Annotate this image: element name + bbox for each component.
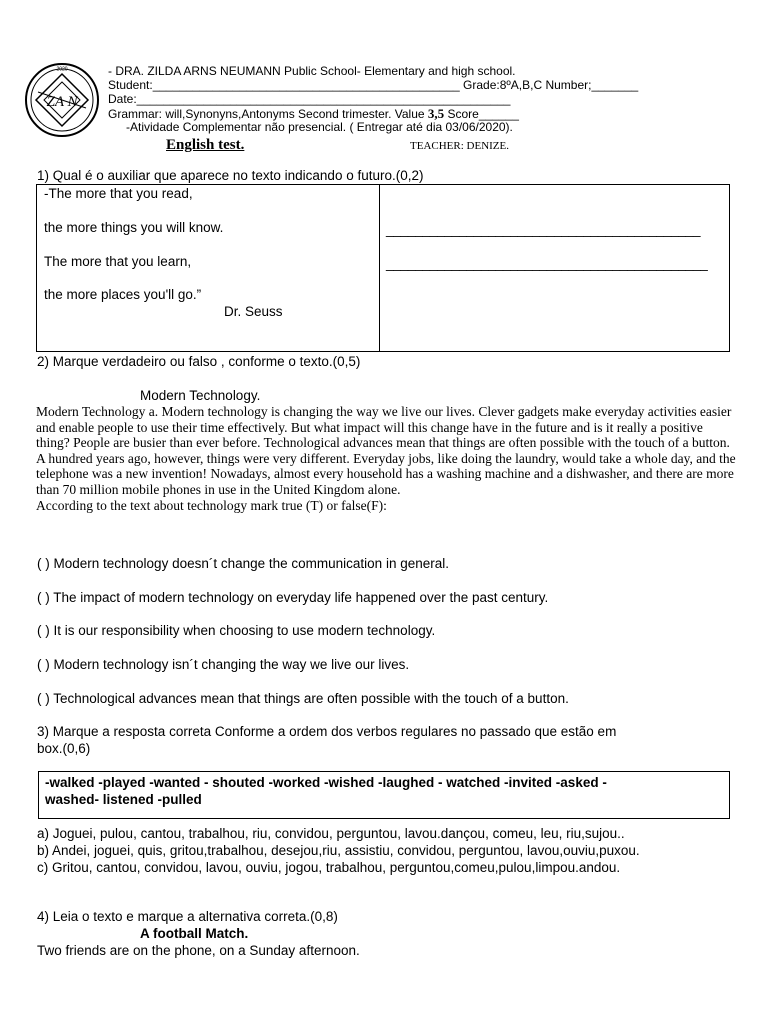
tf-item[interactable]: ( ) Modern technology isn´t changing the way we live our lives.	[37, 657, 410, 672]
school-logo-icon	[24, 62, 100, 138]
verbs-line-1: -walked -played -wanted - shouted -worked -wished -laughed - watched -invited -asked -	[45, 775, 607, 790]
q1-quote-box	[36, 184, 730, 352]
q4-line: Two friends are on the phone, on a Sunday afternoon.	[37, 943, 360, 958]
verb-box	[38, 771, 730, 819]
q3-question-line-1: 3) Marque a resposta correta Conforme a ordem dos verbos regulares no passado que estão em	[37, 724, 617, 739]
quote-author: Dr. Seuss	[224, 304, 283, 319]
option-c[interactable]: c) Gritou, cantou, convidou, lavou, ouviu, jogou, trabalhou, perguntou,comeu,pulou,limpou.andou.	[37, 860, 621, 875]
logo-letters: ZA N	[46, 94, 78, 110]
quote-line-2: the more things you will know.	[44, 220, 224, 235]
school-line: - DRA. ZILDA ARNS NEUMANN Public School- Elementary and high school.	[108, 64, 516, 78]
answer-line-1[interactable]: ___________________________________________	[386, 222, 701, 237]
tf-item[interactable]: ( ) Modern technology doesn´t change the communication in general.	[37, 556, 449, 571]
passage-instruction: According to the text about technology mark true (T) or false(F):	[36, 497, 387, 513]
tf-item[interactable]: ( ) It is our responsibility when choosing to use modern technology.	[37, 623, 436, 638]
technology-passage	[36, 404, 736, 513]
verbs-line-2: washed- listened -pulled	[45, 792, 202, 807]
answer-line-2[interactable]: ____________________________________________	[386, 256, 708, 271]
quote-line-4: the more places you'll go.”	[44, 287, 202, 302]
teacher-name: TEACHER: DENIZE.	[410, 140, 509, 152]
score-label: Score______	[444, 107, 519, 121]
tf-item[interactable]: ( ) Technological advances mean that things are often possible with the touch of a button.	[37, 691, 569, 706]
passage-body: Modern Technology a. Modern technology is changing the way we live our lives. Clever gadgets make everyday activities easier and enable people to use their time effectively. But what impact will this change have in the future and is it really a positive thing? People are busier than ever before. Technological advances mean that things are often possible with the touch of a button. A hundred years ago, however, things were very different. Everyday jobs, like doing the laundry, would take a whole day, and the telephone was a new invention! Nowadays, almost every household has a washing machine and a dishwasher, and there are more than 70 million mobile phones in use in the United Kingdom alone.	[36, 404, 736, 497]
value-number: 3,5	[427, 106, 445, 121]
q4-question: 4) Leia o texto e marque a alternativa correta.(0,8)	[37, 909, 338, 924]
grammar-prefix: Grammar: will,Synonyns,Antonyms Second trimester. Value	[108, 107, 428, 121]
q3-question-line-2: box.(0,6)	[37, 741, 91, 756]
passage-title: Modern Technology.	[140, 388, 261, 403]
option-a[interactable]: a) Joguei, pulou, cantou, trabalhou, riu, convidou, perguntou, lavou.dançou, comeu, leu, riu,sujou..	[37, 826, 625, 841]
q4-title: A football Match.	[140, 926, 249, 941]
q2-question: 2) Marque verdadeiro ou falso , conforme o texto.(0,5)	[37, 354, 361, 369]
logo-year: 2020	[56, 66, 68, 73]
quote-divider	[379, 185, 380, 351]
date-line: Date:________________________________________________________	[108, 92, 511, 106]
test-title: English test.	[166, 137, 245, 153]
q1-question: 1) Qual é o auxiliar que aparece no texto indicando o futuro.(0,2)	[37, 168, 424, 183]
student-line: Student:______________________________________________ Grade:8ºA,B,C Number;_______	[108, 78, 639, 92]
tf-item[interactable]: ( ) The impact of modern technology on everyday life happened over the past century.	[37, 590, 549, 605]
quote-line-1: -The more that you read,	[44, 186, 193, 201]
quote-line-3: The more that you learn,	[44, 254, 192, 269]
option-b[interactable]: b) Andei, joguei, quis, gritou,trabalhou, desejou,riu, assistiu, convidou, perguntou, lavou,ouviu,puxou.	[37, 843, 640, 858]
activity-line: -Atividade Complementar não presencial. ( Entregar até dia 03/06/2020).	[126, 120, 513, 134]
